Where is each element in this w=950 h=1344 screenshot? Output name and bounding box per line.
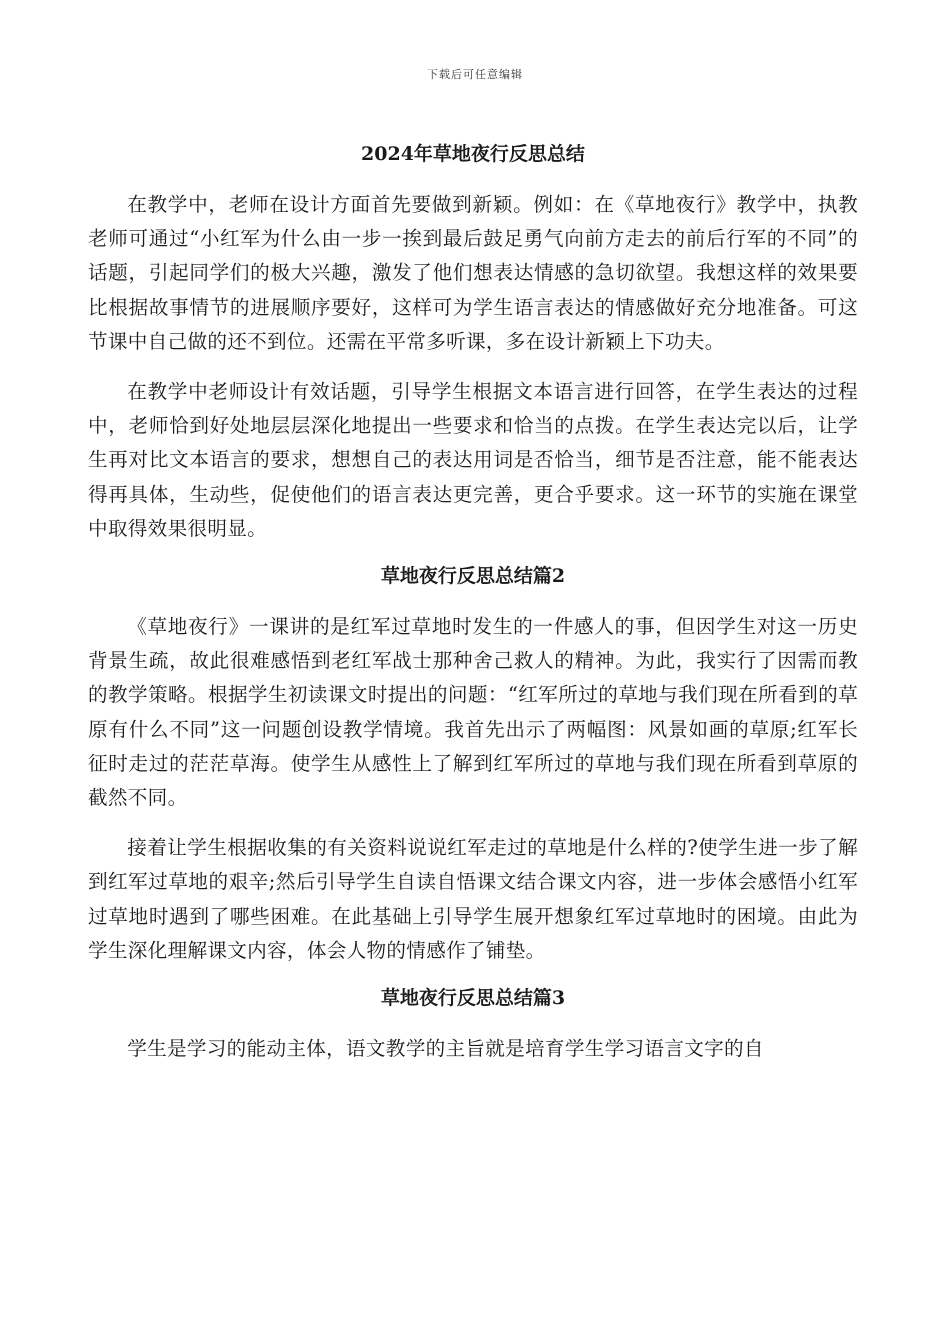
paragraph: 在教学中，老师在设计方面首先要做到新颖。例如：在《草地夜行》教学中，执教老师可通过“小红军为什么由一步一挨到最后鼓足勇气向前方走去的前后行军的不同”的话题，引起同学们的极大兴趣，激发了他们想表达情感的急切欲望。我想这样的效果要比根据故事情节的进展顺序要好，这样可为学生语言表达的情感做好充分地准备。可这节课中自己做的还不到位。还需在平常多听课，多在设计新颖上下功夫。 [88,193,858,353]
paragraph: 学生是学习的能动主体，语文教学的主旨就是培育学生学习语言文字的自 [127,1037,764,1061]
header-note: 下载后可任意编辑 [427,68,523,81]
paragraph: 接着让学生根据收集的有关资料说说红军走过的草地是什么样的?使学生进一步了解到红军过草地的艰辛;然后引导学生自读自悟课文结合课文内容，进一步体会感悟小红军过草地时遇到了哪些困难。在此基础上引导学生展开想象红军过草地时的困境。由此为学生深化理解课文内容，体会人物的情感作了铺垫。 [88,836,858,962]
paragraph: 在教学中老师设计有效话题，引导学生根据文本语言进行回答，在学生表达的过程中，老师恰到好处地层层深化地提出一些要求和恰当的点拨。在学生表达完以后，让学生再对比文本语言的要求，想想自己的表达用词是否恰当，细节是否注意，能不能表达得再具体，生动些，促使他们的语言表达更完善，更合乎要求。这一环节的实施在课堂中取得效果很明显。 [88,380,858,540]
document-title: 2024年草地夜行反思总结 [361,143,585,165]
paragraph: 《草地夜行》一课讲的是红军过草地时发生的一件感人的事，但因学生对这一历史背景生疏，故此很难感悟到老红军战士那种舍己救人的精神。为此，我实行了因需而教的教学策略。根据学生初读课文时提出的问题：“红军所过的草地与我们现在所看到的草原有什么不同”这一问题创设教学情境。我首先出示了两幅图：风景如画的草原;红军长征时走过的茫茫草海。使学生从感性上了解到红军所过的草地与我们现在所看到草原的截然不同。 [88,615,858,810]
section-title-3: 草地夜行反思总结篇3 [380,987,566,1010]
document-body [88,140,858,1082]
section-title-2: 草地夜行反思总结篇2 [380,565,566,588]
